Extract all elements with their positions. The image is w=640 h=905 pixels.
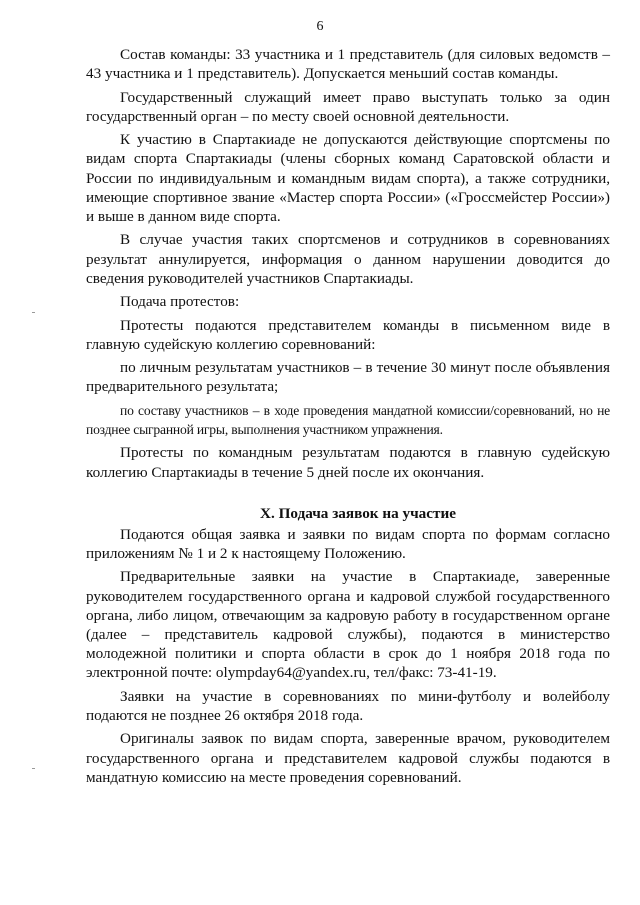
paragraph-originals: Оригиналы заявок по видам спорта, заверенные врачом, руководителем государственного органа и представителем кадровой службы подаются в мандатную комиссию на месте проведения соревнований. <box>86 730 610 786</box>
section-heading: X. Подача заявок на участие <box>260 504 456 522</box>
paragraph-protests-title: Подача протестов: <box>120 293 240 311</box>
paragraph-protest-personal: по личным результатам участников – в течение 30 минут после объявления предварительного результата; <box>86 359 610 396</box>
paragraph-civil-servant: Государственный служащий имеет право выступать только за один государственный орган – по месту своей основной деятельности. <box>86 88 610 125</box>
paragraph-team-composition: Состав команды: 33 участника и 1 представитель (для силовых ведомств – 43 участника и 1 представитель). Допускается меньший состав команды. <box>86 46 610 83</box>
document-body <box>86 45 610 791</box>
paragraph-preliminary-applications: Предварительные заявки на участие в Спартакиаде, заверенные руководителем государственного органа и кадровой службой государственного органа, либо лицом, отвечающим за кадровую работу в государственном органе (далее – представитель кадровой службы), подаются в министерство молодежной политики и спорта области в срок до 1 ноября 2018 года по электронной почте: olympday64@yandex.ru, тел/факс: 73-41-19. <box>86 568 610 682</box>
paragraph-protest-composition: по составу участников – в ходе проведения мандатной комиссии/соревнований, но не позднее сыгранной игры, выполнения участником упражнения. <box>86 402 610 437</box>
scan-mark <box>32 312 35 313</box>
paragraph-protests-submission: Протесты подаются представителем команды в письменном виде в главную судейскую коллегию соревнований: <box>86 316 610 353</box>
page-number: 6 <box>316 19 324 34</box>
paragraph-protest-team: Протесты по командным результатам подаются в главную судейскую коллегию Спартакиады в течение 5 дней после их окончания. <box>86 444 610 481</box>
paragraph-eligibility: К участию в Спартакиаде не допускаются действующие спортсмены по видам спорта Спартакиады (члены сборных команд Саратовской области и России по индивидуальным и командным видам спорта), а также сотрудники, имеющие спортивное звание «Мастер спорта России» («Гроссмейстер России») и выше в данном виде спорта. <box>86 131 610 225</box>
paragraph-applications: Подаются общая заявка и заявки по видам спорта по формам согласно приложениям № 1 и 2 к настоящему Положению. <box>86 525 610 562</box>
paragraph-violation: В случае участия таких спортсменов и сотрудников в соревнованиях результат аннулируется, информация о данном нарушении доводится до сведения руководителей участников Спартакиады. <box>86 231 610 287</box>
scan-mark <box>32 768 35 769</box>
paragraph-deadline: Заявки на участие в соревнованиях по мини-футболу и волейболу подаются не позднее 26 октября 2018 года. <box>86 687 610 724</box>
